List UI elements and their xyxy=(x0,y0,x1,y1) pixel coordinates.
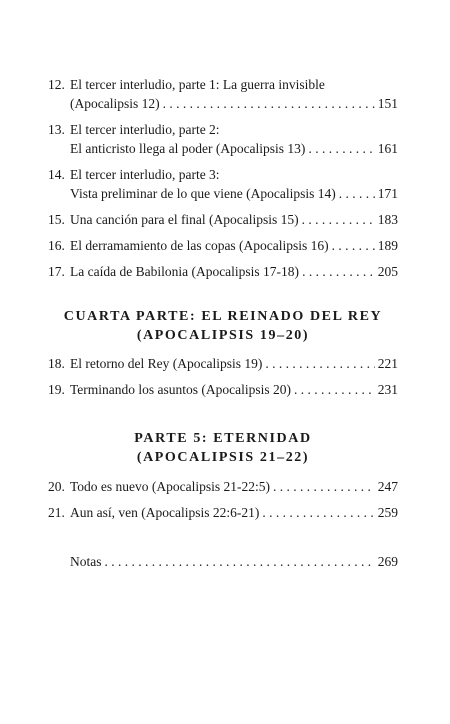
toc-entry-notes[interactable] xyxy=(48,552,398,571)
chapter-title: El retorno del Rey (Apocalipsis 19) xyxy=(70,356,263,371)
page-number: 171 xyxy=(377,186,398,201)
notes-title: Notas xyxy=(70,554,102,569)
dot-leader xyxy=(308,139,374,158)
chapter-number: 20. xyxy=(48,479,65,494)
dot-leader xyxy=(273,477,375,496)
chapter-title: Aun así, ven (Apocalipsis 22:6-21) xyxy=(70,505,260,520)
chapter-number: 13. xyxy=(48,122,65,137)
toc-entry-18[interactable] xyxy=(48,354,398,373)
page-number: 259 xyxy=(377,505,398,520)
dot-leader xyxy=(339,184,375,203)
dot-leader xyxy=(265,354,374,373)
chapter-title: La caída de Babilonia (Apocalipsis 17-18) xyxy=(70,264,300,279)
dot-leader xyxy=(294,380,375,399)
dot-leader xyxy=(163,94,375,113)
chapter-number: 15. xyxy=(48,212,65,227)
chapter-number: 16. xyxy=(48,238,65,253)
section-heading-part-4 xyxy=(48,307,398,345)
toc-entry-19[interactable] xyxy=(48,380,398,399)
page-number: 189 xyxy=(377,238,398,253)
section-heading-line2: (APOCALIPSIS 19–20) xyxy=(136,328,310,343)
chapter-number: 17. xyxy=(48,264,65,279)
dot-leader xyxy=(302,262,375,281)
chapter-title-line1: El tercer interludio, parte 3: xyxy=(70,167,220,182)
page-number: 269 xyxy=(377,554,398,569)
section-heading-part-5 xyxy=(48,429,398,467)
toc-entry-13[interactable] xyxy=(48,120,398,158)
page-number: 151 xyxy=(377,96,398,111)
chapter-title: El anticristo llega al poder (Apocalipsis 13) xyxy=(70,141,306,156)
table-of-contents xyxy=(48,75,398,578)
dot-leader xyxy=(332,236,375,255)
chapter-number: 21. xyxy=(48,505,65,520)
dot-leader xyxy=(302,210,375,229)
section-heading-line1: PARTE 5: ETERNIDAD xyxy=(134,431,312,446)
page-number: 247 xyxy=(377,479,398,494)
chapter-number: 14. xyxy=(48,167,65,182)
page-number: 205 xyxy=(377,264,398,279)
chapter-title: El derramamiento de las copas (Apocalipsis 16) xyxy=(70,238,329,253)
toc-entry-21[interactable] xyxy=(48,503,398,522)
page-number: 221 xyxy=(377,356,398,371)
toc-entry-14[interactable] xyxy=(48,165,398,203)
chapter-number: 12. xyxy=(48,77,65,92)
chapter-number: 19. xyxy=(48,382,65,397)
section-heading-line1: CUARTA PARTE: EL REINADO DEL REY xyxy=(63,309,383,324)
page-number: 183 xyxy=(377,212,398,227)
chapter-title: Todo es nuevo (Apocalipsis 21-22:5) xyxy=(70,479,271,494)
toc-entry-16[interactable] xyxy=(48,236,398,255)
toc-entry-17[interactable] xyxy=(48,262,398,281)
chapter-title: Vista preliminar de lo que viene (Apocalipsis 14) xyxy=(70,186,336,201)
page-number: 231 xyxy=(377,382,398,397)
chapter-title: Terminando los asuntos (Apocalipsis 20) xyxy=(70,382,292,397)
chapter-title: Una canción para el final (Apocalipsis 15) xyxy=(70,212,299,227)
chapter-title-line1: El tercer interludio, parte 2: xyxy=(70,122,220,137)
section-heading-line2: (APOCALIPSIS 21–22) xyxy=(136,450,310,465)
toc-entry-20[interactable] xyxy=(48,477,398,496)
toc-entry-12[interactable] xyxy=(48,75,398,113)
chapter-title: (Apocalipsis 12) xyxy=(70,96,160,111)
toc-entry-15[interactable] xyxy=(48,210,398,229)
dot-leader xyxy=(262,503,374,522)
dot-leader xyxy=(105,552,375,571)
chapter-title-line1: El tercer interludio, parte 1: La guerra invisible xyxy=(70,77,325,92)
chapter-number: 18. xyxy=(48,356,65,371)
page-number: 161 xyxy=(377,141,398,156)
